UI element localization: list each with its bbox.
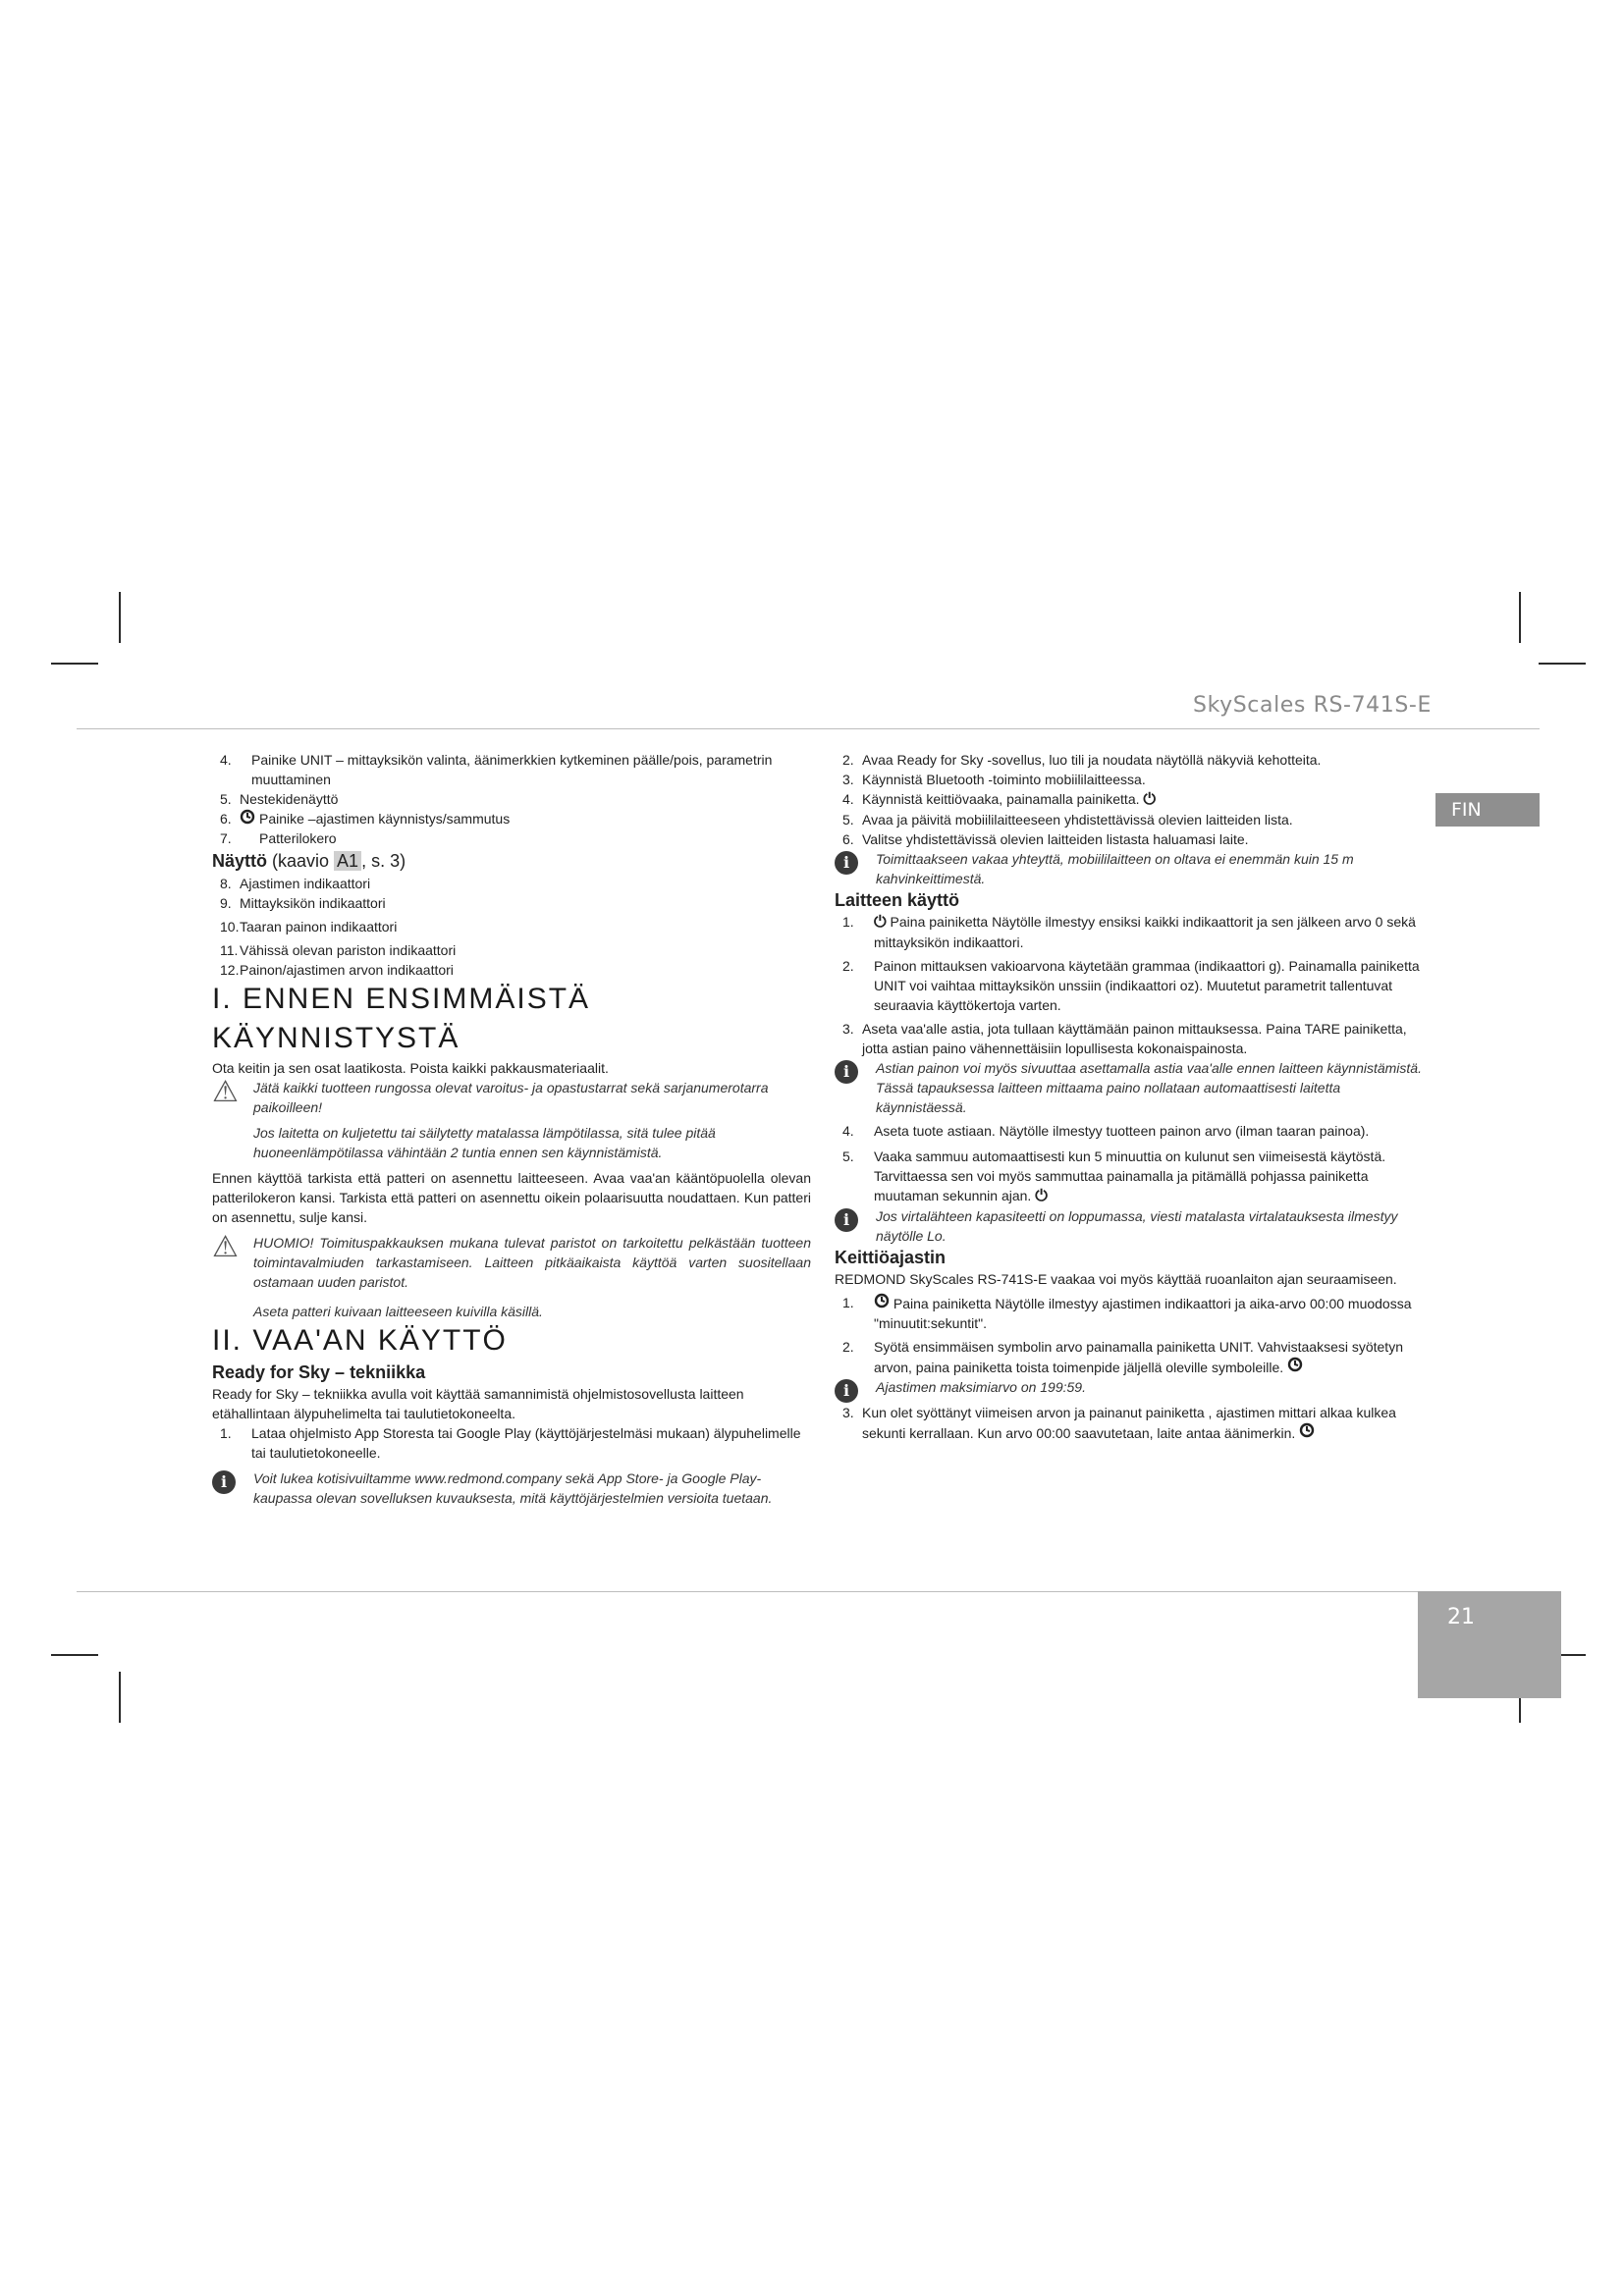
list-item [835,789,1434,810]
subheading: Laitteen käyttö [835,890,960,910]
left-column [212,750,811,1508]
info-note [835,1058,1434,1117]
display-heading [212,848,811,874]
subheading: Ready for Sky – tekniikka [212,1362,426,1382]
list-item [212,917,811,936]
subheading: Keittiöajastin [835,1248,947,1267]
display-ref-code: A1 [334,851,361,871]
item-text: Kun olet syöttänyt viimeisen arvon ja painanut painiketta , ajastimen mittari alkaa kulkea sekunti kerrallaan. Kun arvo 00:00 saavutetaan, laite antaa äänimerkin. [862,1405,1396,1441]
item-text: Paina painiketta Näytölle ilmestyy ensiksi kaikki indikaattorit ja sen jälkeen arvo 0 sekä mittayksikön indikaattori. [874,914,1416,950]
crop-mark [119,1672,121,1723]
item-number: 2. [842,1339,854,1355]
item-number: 5. [220,791,232,807]
right-column [835,750,1434,1443]
item-text: Käynnistä Bluetooth -toiminto mobiililaitteessa. [862,772,1146,787]
list-item [212,960,811,980]
item-number: 1. [220,1425,232,1441]
list-item [835,1403,1434,1443]
timer-icon [1299,1425,1315,1441]
display-ref-post: , s. 3) [361,851,406,871]
item-number: 6. [842,831,854,847]
timer-icon [874,1296,890,1311]
list-item [835,1147,1434,1206]
info-note [835,1206,1434,1246]
section-title: II. VAA'AN KÄYTTÖ [212,1324,508,1357]
warning-icon: ⚠ [212,1231,239,1263]
warning-note [212,1078,811,1117]
item-text: Painike –ajastimen käynnistys/sammutus [259,811,511,827]
paragraph: Ennen käyttöä tarkista että patteri on asennettu laitteeseen. Avaa vaa'an kääntöpuolella olevan patterilokeron kansi. Tarkista että patteri on asennettu oikein polaarisuutta noudattaen. Kun patteri on asennettu, sulje kansi. [212,1170,811,1225]
page-number: 21 [1418,1591,1561,1698]
list-item [835,750,1434,770]
note-text: Jos laitetta on kuljetettu tai säilytetty matalassa lämpötilassa, sitä tulee pitää huoneenlämpötilassa vähintään 2 tuntia ennen sen käynnistämistä. [253,1125,716,1160]
item-number: 5. [842,1148,854,1164]
item-number: 11. [220,942,239,958]
item-number: 8. [220,876,232,891]
list-item [835,1293,1434,1333]
info-icon: i [835,1379,858,1403]
list-item [212,874,811,893]
warning-icon: ⚠ [212,1076,239,1108]
item-text: Avaa ja päivitä mobiililaitteeseen yhdistettävissä olevien laitteiden lista. [862,812,1293,828]
info-icon: i [212,1470,236,1494]
item-text: Aseta tuote astiaan. Näytölle ilmestyy tuotteen painon arvo (ilman taaran painoa). [874,1123,1370,1139]
footer-rule [77,1591,1418,1592]
info-note [212,1468,811,1508]
item-number: 9. [220,895,232,911]
item-number: 3. [842,1021,854,1037]
item-text: Patterilokero [259,830,337,846]
item-number: 4. [220,752,232,768]
warning-note [212,1233,811,1292]
item-text: Valitse yhdistettävissä olevien laitteiden listasta haluamasi laite. [862,831,1249,847]
list-item [835,1019,1434,1058]
header-rule [77,728,1540,729]
note-text: Aseta patteri kuivaan laitteeseen kuivilla käsillä. [253,1304,543,1319]
list-item [212,893,811,913]
list-item [835,810,1434,829]
item-number: 10. [220,919,240,934]
item-text: Ajastimen indikaattori [240,876,371,891]
item-number: 2. [842,958,854,974]
crop-mark [51,1654,98,1656]
list-item [212,750,811,789]
item-text: Paina painiketta Näytölle ilmestyy ajastimen indikaattori ja aika-arvo 00:00 muodossa "minuutit:sekuntit". [874,1296,1412,1331]
item-number: 6. [220,811,232,827]
item-text: Syötä ensimmäisen symbolin arvo painamalla painiketta UNIT. Vahvistaaksesi syötetyn arvon, paina painiketta toista toimenpide jäljellä oleville symboleille. [874,1339,1403,1375]
list-item [212,1423,811,1463]
power-icon: ⏻ [1035,1188,1048,1204]
item-text: Vähissä olevan pariston indikaattori [240,942,457,958]
list-item [835,1121,1434,1141]
item-text: Aseta vaa'alle astia, jota tullaan käyttämään painon mittauksessa. Paina TARE painiketta, jotta astian paino vähennettäisiin lopullisesta kokonaispainosta. [862,1021,1407,1056]
timer-icon [240,809,255,829]
note-text: Voit lukea kotisivuiltamme www.redmond.company sekä App Store- ja Google Play-kaupassa olevan sovelluksen kuvauksesta, mitä käyttöjärjestelmien versioita tuetaan. [253,1470,773,1506]
item-number: 3. [842,772,854,787]
list-item [212,809,811,828]
list-item [835,829,1434,849]
item-number: 5. [842,812,854,828]
paragraph: Ready for Sky – tekniikka avulla voit käyttää samannimistä ohjelmistosovellusta laitteen etähallintaan älypuhelimelta tai taulutietokoneelta. [212,1386,744,1421]
item-number: 4. [842,1123,854,1139]
item-number: 2. [842,752,854,768]
note-text: Jos virtalähteen kapasiteetti on loppumassa, viesti matalasta virtalatauksesta ilmestyy näytölle Lo. [876,1208,1398,1244]
crop-mark [1519,592,1521,643]
power-icon: ⏻ [1143,791,1157,808]
crop-mark [119,592,121,643]
item-text: Lataa ohjelmisto App Storesta tai Google Play (käyttöjärjestelmäsi mukaan) älypuhelimelle tai taulutietokoneelle. [251,1425,801,1461]
item-number: 1. [842,1295,854,1310]
list-item [212,940,811,960]
item-text: Vaaka sammuu automaattisesti kun 5 minuuttia on kulunut sen viimeisestä käytöstä. Tarvittaessa sen voi myös sammuttaa painamalla ja pitämällä pohjassa painiketta muutaman sekunnin ajan. [874,1148,1386,1203]
item-number: 1. [842,914,854,930]
note-text: Toimittaakseen vakaa yhteyttä, mobiililaitteen on oltava ei enemmän kuin 15 m kahvinkeittimestä. [876,851,1354,886]
info-note [835,1377,1434,1403]
list-item [835,770,1434,789]
item-text: Käynnistä keittiövaaka, painamalla painiketta. [862,791,1140,807]
item-text: Mittayksikön indikaattori [240,895,386,911]
item-text: Taaran painon indikaattori [240,919,398,934]
note-text: Jätä kaikki tuotteen rungossa olevat varoitus- ja opastustarrat sekä sarjanumerotarra paikoilleen! [253,1080,769,1115]
section-title: I. ENNEN ENSIMMÄISTÄ KÄYNNISTYSTÄ [212,983,591,1054]
item-text: Painike UNIT – mittayksikön valinta, äänimerkkien kytkeminen päälle/pois, parametrin muuttaminen [251,752,773,787]
display-ref-pre: (kaavio [267,851,335,871]
list-item [212,828,811,848]
info-note [835,849,1434,888]
item-text: Painon/ajastimen arvon indikaattori [240,962,454,978]
item-text: Nestekidenäyttö [240,791,339,807]
item-number: 12. [220,962,240,978]
note-text: Astian painon voi myös sivuuttaa asettamalla astia vaa'alle ennen laitteen käynnistämistä. Tässä tapauksessa laitteen mittaama paino nollataan automaattisesti laitetta käynnistäessä. [876,1060,1422,1115]
item-number: 7. [220,830,232,846]
list-item [835,912,1434,952]
power-icon: ⏻ [874,914,887,931]
item-number: 3. [842,1405,854,1420]
crop-mark [51,663,98,665]
info-icon: i [835,1208,858,1232]
paragraph: Ota keitin ja sen osat laatikosta. Poista kaikki pakkausmateriaalit. [212,1060,609,1076]
item-text: Avaa Ready for Sky -sovellus, luo tili ja noudata näytöllä näkyviä kehotteita. [862,752,1322,768]
info-icon: i [835,851,858,875]
timer-icon [1287,1360,1303,1375]
crop-mark [1539,663,1586,665]
product-title: SkyScales RS-741S-E [1193,693,1432,718]
paragraph: REDMOND SkyScales RS-741S-E vaakaa voi myös käyttää ruoanlaiton ajan seuraamiseen. [835,1271,1397,1287]
list-item [835,956,1434,1015]
display-heading-text: Näyttö [212,851,268,871]
item-text: Painon mittauksen vakioarvona käytetään grammaa (indikaattori g). Painamalla painiketta UNIT voi vaihtaa mittayksikön unssiin (indikaattori oz). Muutetut parametrit tallentuvat seuraavia käyttökertoja varten. [874,958,1420,1013]
note-text: Ajastimen maksimiarvo on 199:59. [876,1379,1086,1395]
language-tab: FIN [1435,793,1540,827]
info-icon: i [835,1060,858,1084]
note-text: HUOMIO! Toimituspakkauksen mukana tulevat paristot on tarkoitettu pelkästään tuotteen toimintavalmiuden tarkastamiseen. Laitteen pitkäaikaista käyttöä varten suositellaan ostamaan uuden paristot. [253,1235,811,1290]
list-item [212,789,811,809]
list-item [835,1337,1434,1377]
item-number: 4. [842,791,854,807]
